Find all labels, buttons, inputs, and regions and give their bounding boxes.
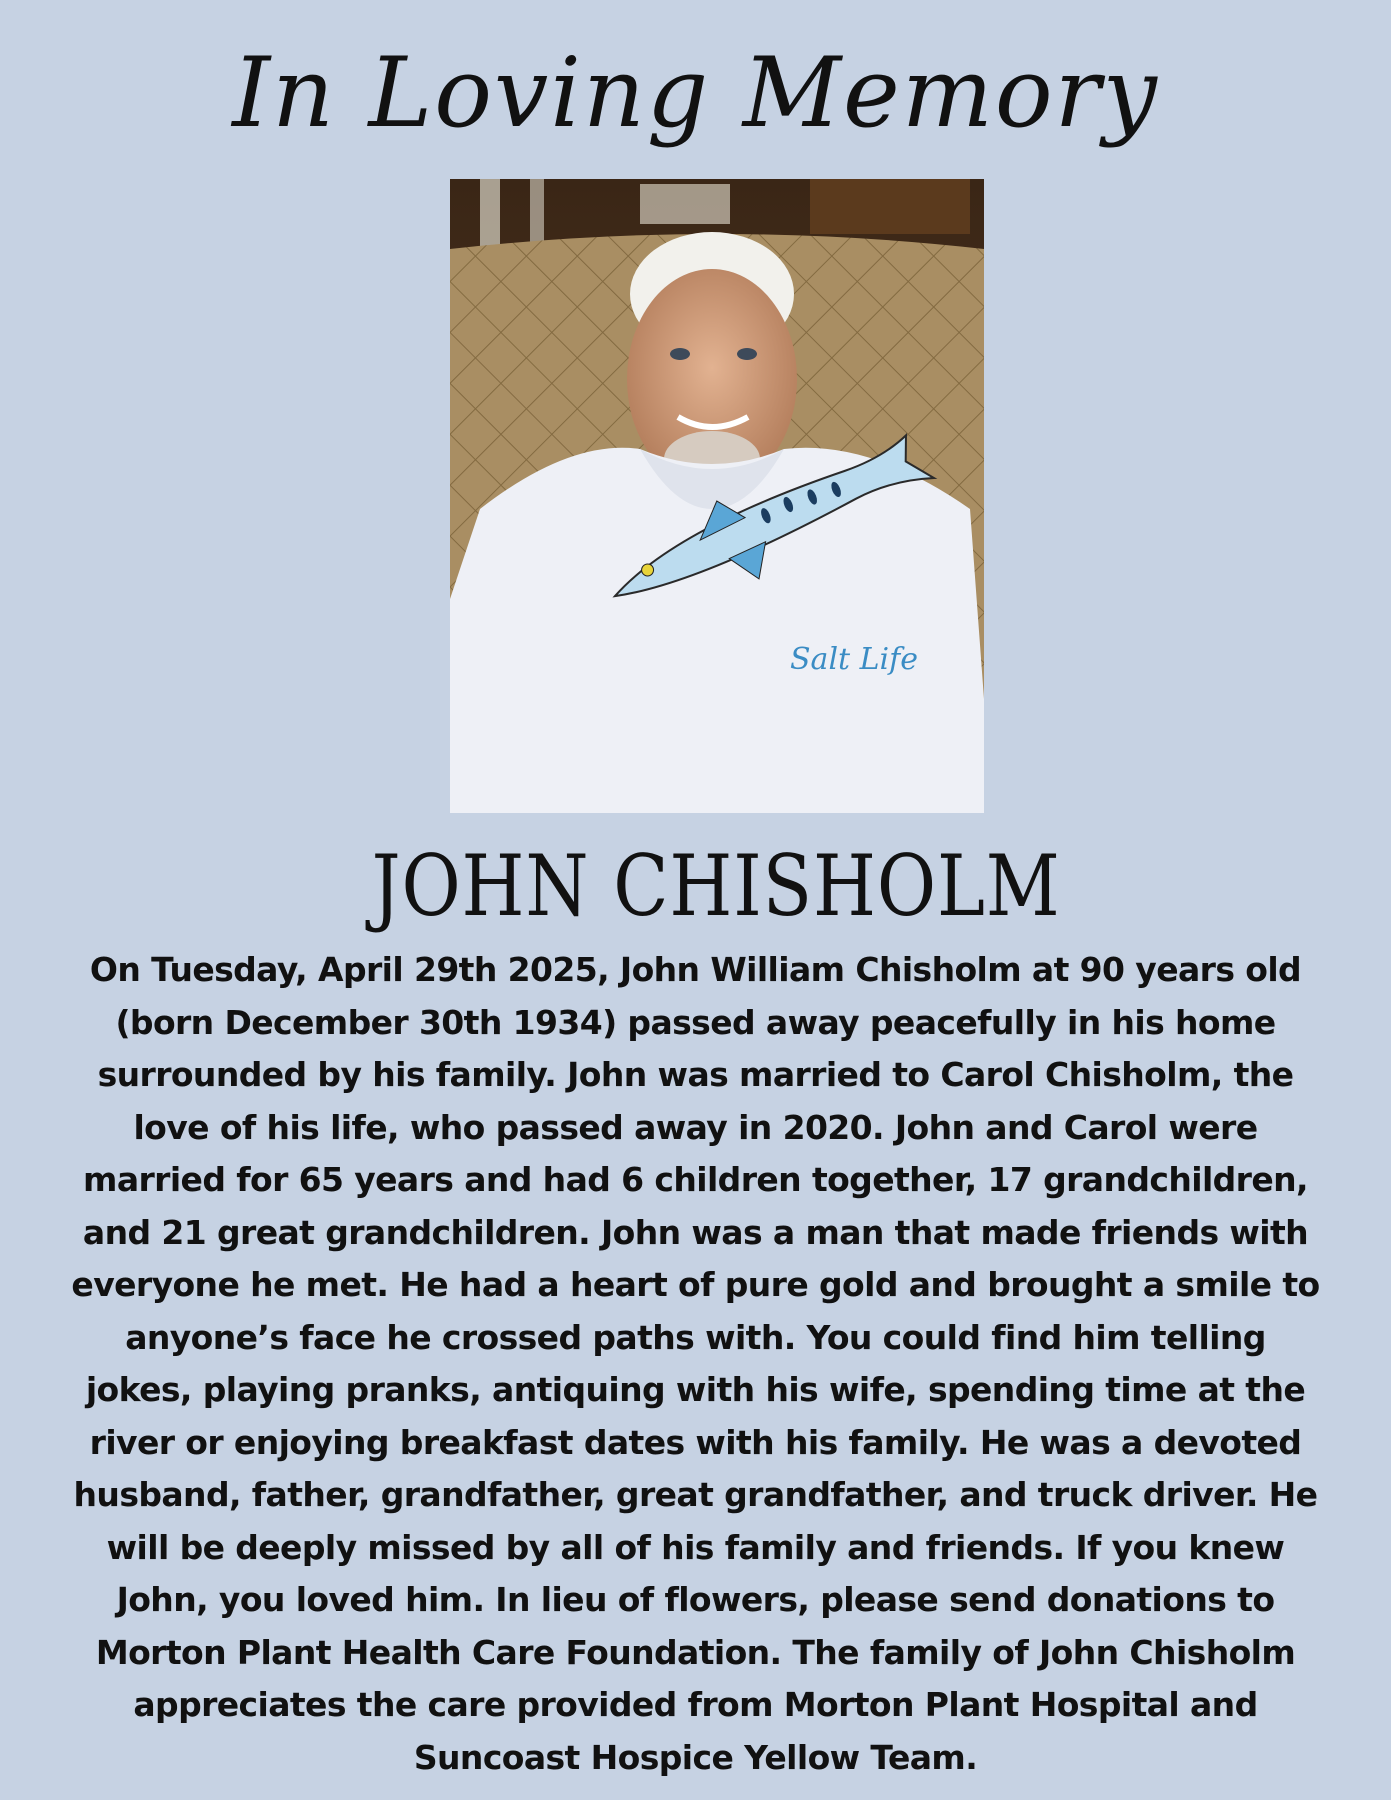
- obituary-line: John, you loved him. In lieu of flowers, please send donations to: [116, 1580, 1275, 1619]
- obituary-line: and 21 great grandchildren. John was a man that made friends with: [82, 1212, 1309, 1252]
- obituary-line: surrounded by his family. John was married to Carol Chisholm, the: [97, 1055, 1294, 1094]
- obituary-line: On Tuesday, April 29th 2025, John William Chisholm at 90 years old: [89, 950, 1302, 989]
- page-title: In Loving Memory: [232, 37, 1159, 149]
- obituary-text: [40, 944, 1351, 1784]
- deceased-name: JOHN CHISHOLM: [371, 837, 1061, 935]
- shirt-text: Salt Life: [790, 642, 918, 677]
- obituary-line: Suncoast Hospice Yellow Team.: [413, 1737, 978, 1777]
- obituary-line: jokes, playing pranks, antiquing with his wife, spending time at the: [85, 1370, 1306, 1409]
- obituary-line: anyone’s face he crossed paths with. You could find him telling: [125, 1317, 1266, 1357]
- obituary-line: appreciates the care provided from Morton Plant Hospital and: [133, 1685, 1258, 1724]
- obituary-line: married for 65 years and had 6 children together, 17 grandchildren,: [83, 1160, 1308, 1199]
- obituary-line: love of his life, who passed away in 2020. John and Carol were: [133, 1107, 1258, 1147]
- obituary-line: everyone he met. He had a heart of pure gold and brought a smile to: [71, 1265, 1320, 1304]
- memorial-photo: [450, 179, 984, 813]
- obituary-line: will be deeply missed by all of his family and friends. If you knew: [106, 1527, 1285, 1567]
- obituary-line: husband, father, grandfather, great grandfather, and truck driver. He: [73, 1475, 1318, 1514]
- obituary-line: river or enjoying breakfast dates with his family. He was a devoted: [89, 1422, 1302, 1462]
- obituary-line: Morton Plant Health Care Foundation. The family of John Chisholm: [95, 1632, 1296, 1672]
- obituary-line: (born December 30th 1934) passed away peacefully in his home: [115, 1002, 1276, 1042]
